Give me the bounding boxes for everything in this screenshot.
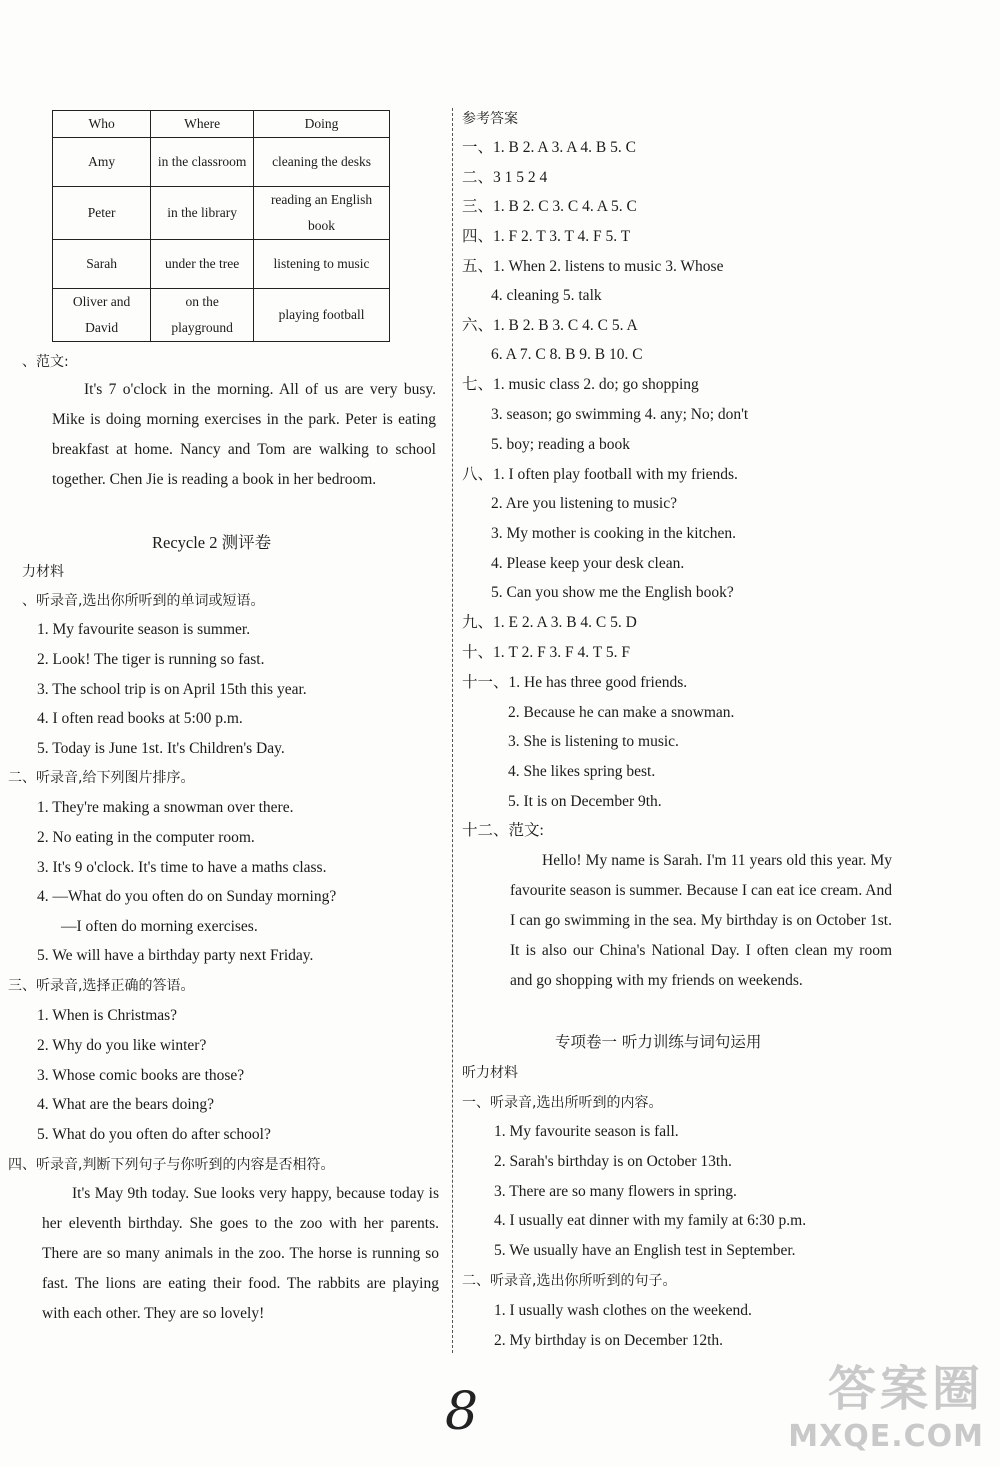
answer-line: 5. boy; reading a book bbox=[491, 436, 631, 453]
list-item: 4. What are the bears doing? bbox=[37, 1096, 215, 1113]
answer-line: 4. She likes spring best. bbox=[508, 763, 656, 780]
watermark-logo-text: 答案圈 bbox=[827, 1361, 984, 1417]
part-1-title: 一、听录音,选出所听到的内容。 bbox=[462, 1095, 663, 1111]
answer-line: 2. Are you listening to music? bbox=[491, 495, 677, 512]
answer-line: 十、1. T 2. F 3. F 4. T 5. F bbox=[462, 644, 630, 661]
table-cell: Sarah bbox=[53, 240, 151, 289]
table-row bbox=[53, 289, 390, 342]
list-item: —I often do morning exercises. bbox=[61, 918, 258, 935]
list-item: 2. Why do you like winter? bbox=[37, 1037, 207, 1054]
recycle-title: Recycle 2 测评卷 bbox=[152, 533, 272, 552]
section-2-title: 二、听录音,给下列图片排序。 bbox=[8, 770, 195, 786]
list-item: 4. —What do you often do on Sunday morning? bbox=[37, 888, 337, 905]
answer-table bbox=[52, 110, 390, 342]
list-item: 5. We will have a birthday party next Friday. bbox=[37, 947, 314, 964]
table-header-doing: Doing bbox=[254, 111, 390, 138]
answer-line: 2. Because he can make a snowman. bbox=[508, 704, 735, 721]
table-row bbox=[53, 138, 390, 187]
table-cell: reading an English book bbox=[254, 187, 390, 240]
list-item: 1. They're making a snowman over there. bbox=[37, 799, 294, 816]
special-title: 专项卷一 听力训练与词句运用 bbox=[555, 1033, 762, 1051]
answer-line: 十一、1. He has three good friends. bbox=[462, 674, 688, 691]
essay-label: 、范文: bbox=[22, 354, 69, 370]
table-row bbox=[53, 187, 390, 240]
table-cell: on the playground bbox=[151, 289, 254, 342]
answer-line: 6. A 7. C 8. B 9. B 10. C bbox=[491, 346, 643, 363]
list-item: 5. We usually have an English test in September. bbox=[494, 1242, 796, 1259]
table-cell: Oliver and David bbox=[53, 289, 151, 342]
answer-title: 参考答案 bbox=[462, 111, 518, 127]
table-header-row bbox=[53, 111, 390, 138]
answer-line: 4. Please keep your desk clean. bbox=[491, 555, 685, 572]
answer-line: 八、1. I often play football with my friends. bbox=[462, 466, 738, 483]
table-cell: Peter bbox=[53, 187, 151, 240]
list-item: 2. Sarah's birthday is on October 13th. bbox=[494, 1153, 732, 1170]
answer-line: 七、1. music class 2. do; go shopping bbox=[462, 376, 699, 393]
list-item: 4. I usually eat dinner with my family at 6:30 p.m. bbox=[494, 1212, 807, 1229]
answer-line: 3. season; go swimming 4. any; No; don't bbox=[491, 406, 749, 423]
list-item: 5. What do you often do after school? bbox=[37, 1126, 271, 1143]
list-item: 1. I usually wash clothes on the weekend. bbox=[494, 1302, 752, 1319]
list-item: 2. My birthday is on December 12th. bbox=[494, 1332, 724, 1349]
answer-line: 十二、范文: bbox=[462, 822, 544, 839]
answer-line: 5. It is on December 9th. bbox=[508, 793, 662, 810]
list-item: 3. There are so many flowers in spring. bbox=[494, 1183, 737, 1200]
material-label: 力材料 bbox=[22, 564, 64, 580]
list-item: 5. Today is June 1st. It's Children's Day. bbox=[37, 740, 285, 757]
answer-line: 3. My mother is cooking in the kitchen. bbox=[491, 525, 736, 542]
section-4-title: 四、听录音,判断下列句子与你听到的内容是否相符。 bbox=[8, 1157, 335, 1173]
list-item: 3. The school trip is on April 15th this year. bbox=[37, 681, 307, 698]
list-item: 2. No eating in the computer room. bbox=[37, 829, 255, 846]
listening-paragraph: It's May 9th today. Sue looks very happy, because today is her eleventh birthday. She goes to the zoo with her parents. There are so many animals in the zoo. The horse is running so fast. The lions are eating their food. The rabbits are playing with each other. They are so lovely! bbox=[42, 1185, 439, 1322]
part-2-title: 二、听录音,选出你所听到的句子。 bbox=[462, 1273, 677, 1289]
answer-line: 3. She is listening to music. bbox=[508, 733, 679, 750]
list-item: 1. My favourite season is fall. bbox=[494, 1123, 679, 1140]
table-row bbox=[53, 240, 390, 289]
list-item: 3. Whose comic books are those? bbox=[37, 1067, 245, 1084]
table-cell: listening to music bbox=[254, 240, 390, 289]
table-cell: playing football bbox=[254, 289, 390, 342]
table-cell: in the classroom bbox=[151, 138, 254, 187]
answer-line: 三、1. B 2. C 3. C 4. A 5. C bbox=[462, 198, 637, 215]
answer-line: 4. cleaning 5. talk bbox=[491, 287, 602, 304]
material-label-right: 听力材料 bbox=[462, 1065, 518, 1081]
answer-line: 九、1. E 2. A 3. B 4. C 5. D bbox=[462, 614, 637, 631]
page-number: 8 bbox=[445, 1382, 479, 1442]
section-3-title: 三、听录音,选择正确的答语。 bbox=[8, 978, 195, 994]
table-header-where: Where bbox=[151, 111, 254, 138]
answer-line: 5. Can you show me the English book? bbox=[491, 584, 734, 601]
watermark-url: MXQE.COM bbox=[788, 1419, 984, 1454]
table-cell: Amy bbox=[53, 138, 151, 187]
table-cell: in the library bbox=[151, 187, 254, 240]
list-item: 4. I often read books at 5:00 p.m. bbox=[37, 710, 243, 727]
table-cell: under the tree bbox=[151, 240, 254, 289]
list-item: 1. My favourite season is summer. bbox=[37, 621, 251, 638]
table-cell: cleaning the desks bbox=[254, 138, 390, 187]
answer-line: 二、3 1 5 2 4 bbox=[462, 169, 548, 186]
section-1-title: 、听录音,选出你所听到的单词或短语。 bbox=[22, 593, 265, 609]
watermark bbox=[788, 1350, 984, 1454]
answer-line: 一、1. B 2. A 3. A 4. B 5. C bbox=[462, 139, 636, 156]
list-item: 3. It's 9 o'clock. It's time to have a maths class. bbox=[37, 859, 327, 876]
table-header-who: Who bbox=[53, 111, 151, 138]
answer-line: 五、1. When 2. listens to music 3. Whose bbox=[462, 258, 724, 275]
list-item: 2. Look! The tiger is running so fast. bbox=[37, 651, 265, 668]
answer-line: 六、1. B 2. B 3. C 4. C 5. A bbox=[462, 317, 638, 334]
essay-paragraph: It's 7 o'clock in the morning. All of us are very busy. Mike is doing morning exercises in the park. Peter is eating breakfast at home. Nancy and Tom are walking to school together. Chen Jie is reading a book in her bedroom. bbox=[52, 381, 436, 488]
answer-line: 四、1. F 2. T 3. T 4. F 5. T bbox=[462, 228, 631, 245]
column-divider bbox=[452, 108, 453, 1353]
list-item: 1. When is Christmas? bbox=[37, 1007, 178, 1024]
answer-essay: Hello! My name is Sarah. I'm 11 years old this year. My favourite season is summer. Because I can eat ice cream. And I can go swimming in the sea. My birthday is on October 1st. It is also our China's National Day. I often clean my room and go shopping with my friends on weekends. bbox=[510, 852, 892, 989]
